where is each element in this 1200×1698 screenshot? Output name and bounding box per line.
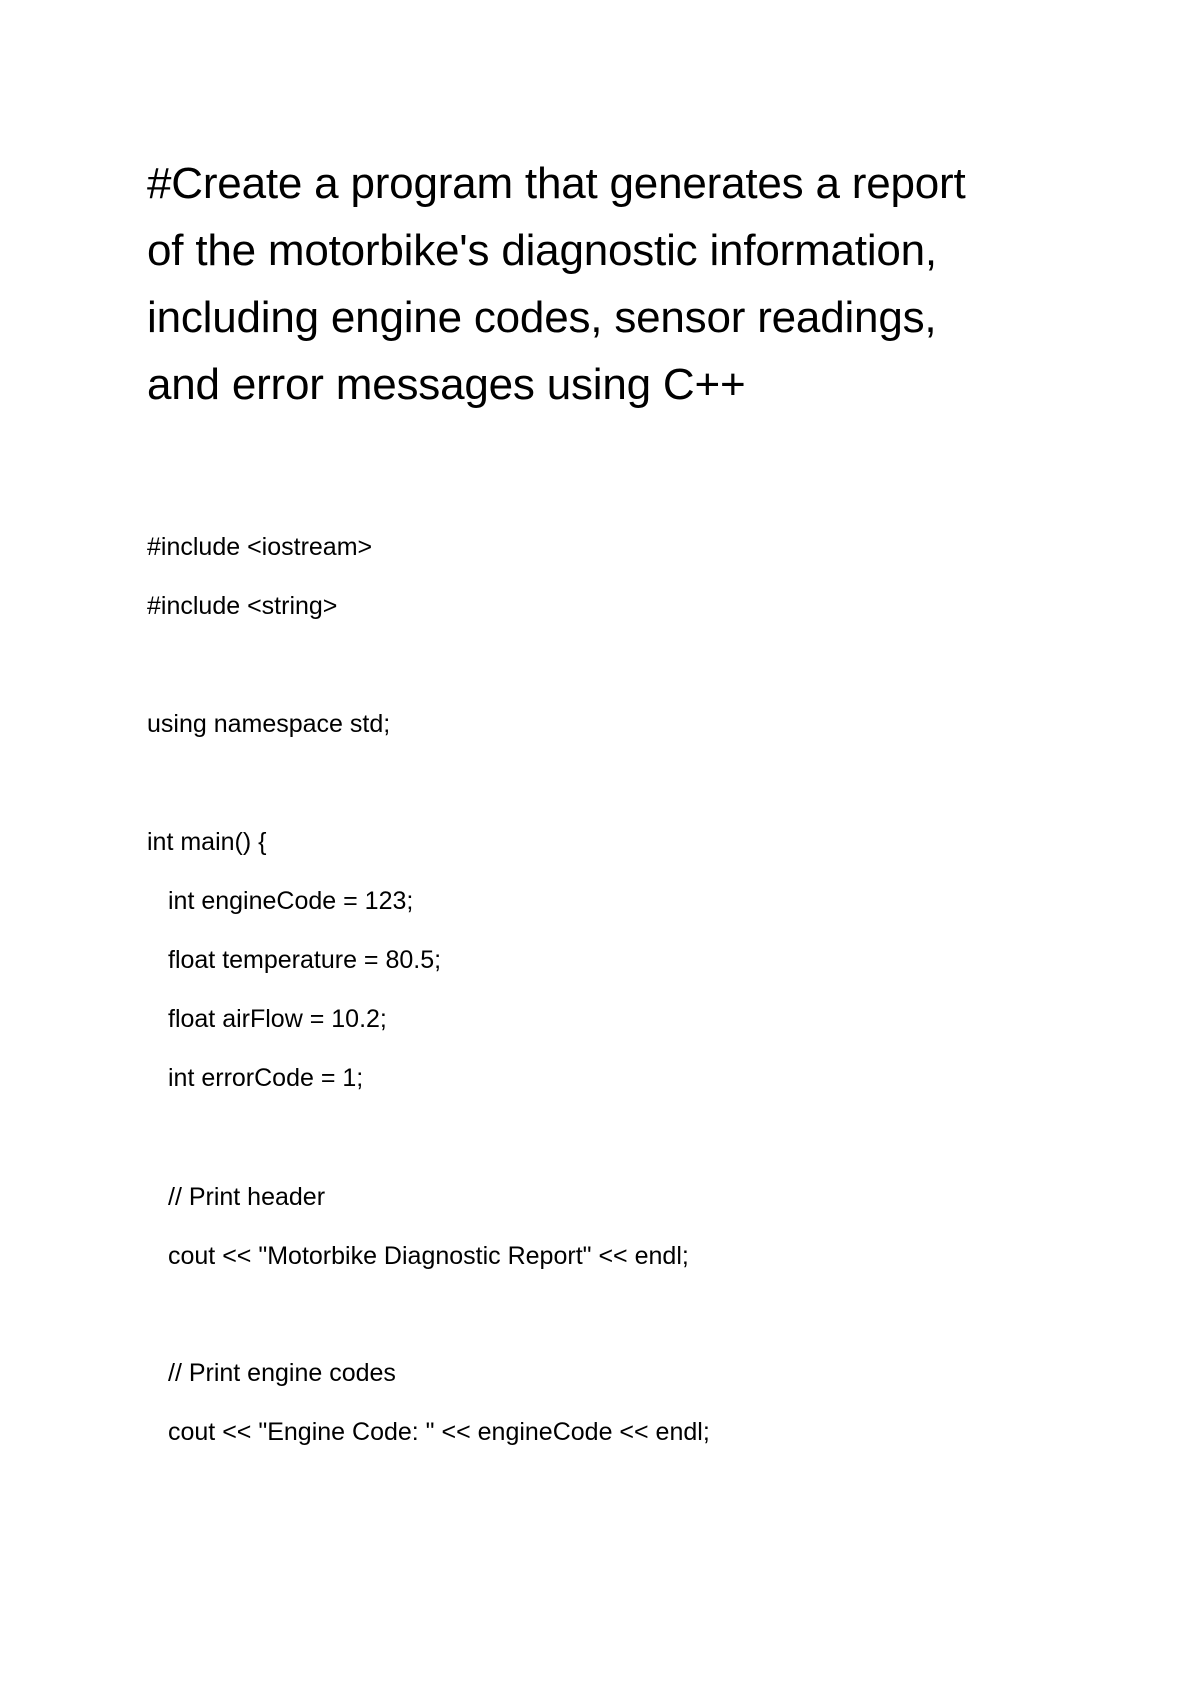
code-line-error-code: int errorCode = 1; [168, 1064, 364, 1092]
heading-line: of the motorbike's diagnostic information, [147, 226, 937, 275]
code-comment-print-engine-codes: // Print engine codes [168, 1359, 396, 1387]
code-comment-print-header: // Print header [168, 1183, 326, 1211]
heading-line: and error messages using C++ [147, 360, 746, 409]
code-line-air-flow: float airFlow = 10.2; [168, 1005, 387, 1033]
heading-line: including engine codes, sensor readings, [147, 293, 937, 342]
code-line-main: int main() { [147, 828, 267, 856]
heading-line: #Create a program that generates a report [147, 159, 966, 208]
code-line-print-engine-code: cout << "Engine Code: " << engineCode << endl; [168, 1418, 710, 1446]
document-heading [147, 150, 1107, 418]
code-line-include-string: #include <string> [147, 592, 338, 620]
code-line-include-iostream: #include <iostream> [147, 533, 373, 561]
code-line-using-namespace: using namespace std; [147, 710, 391, 738]
code-line-temperature: float temperature = 80.5; [168, 946, 442, 974]
code-line-engine-code: int engineCode = 123; [168, 887, 414, 915]
code-line-print-header: cout << "Motorbike Diagnostic Report" << endl; [168, 1242, 689, 1270]
